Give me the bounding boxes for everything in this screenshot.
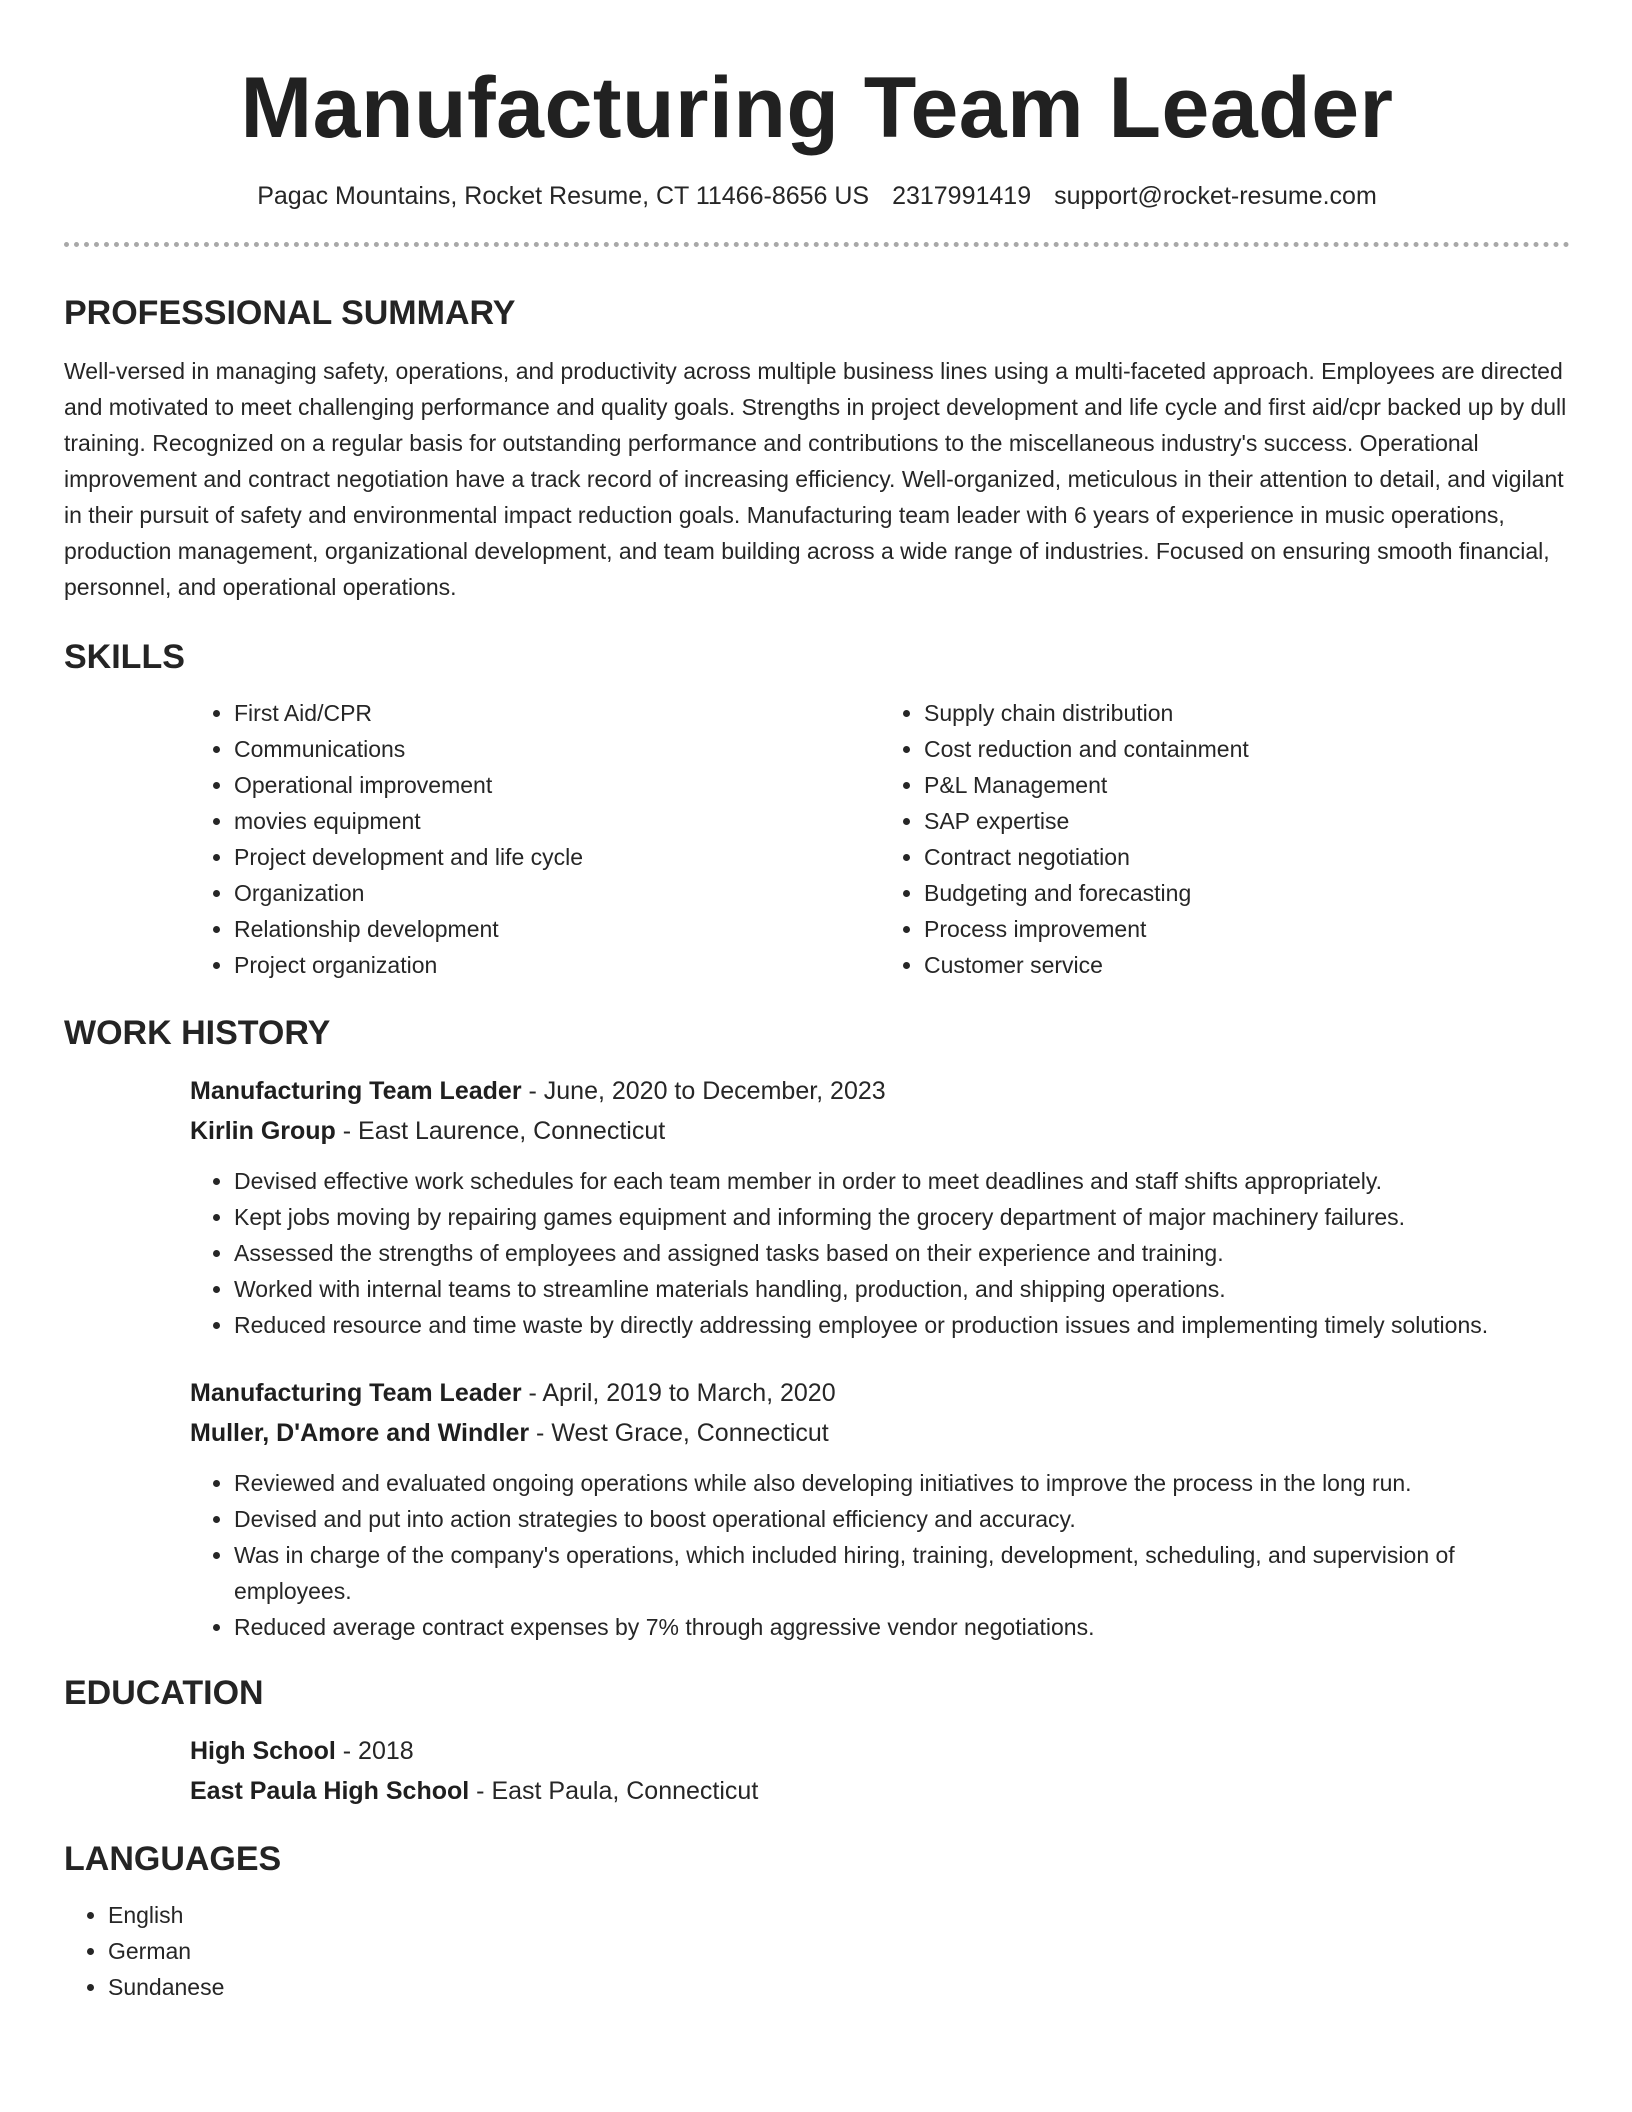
header-divider (64, 242, 1570, 247)
languages-section (64, 1837, 1570, 2005)
job-title-line (190, 1071, 1570, 1111)
education-school: East Paula High School (190, 1777, 470, 1805)
education-degree: High School (190, 1737, 336, 1765)
education-location: - East Paula, Connecticut (469, 1777, 759, 1805)
summary-heading: PROFESSIONAL SUMMARY (64, 294, 516, 332)
skill-item: • P&L Management (924, 767, 1570, 803)
skill-item: • Organization (234, 875, 880, 911)
skill-item: • Budgeting and forecasting (924, 875, 1570, 911)
skills-grid (190, 695, 1570, 983)
job-duty: • Worked with internal teams to streamline materials handling, production, and shipping operations. (234, 1271, 1570, 1307)
job-duty: • Devised and put into action strategies to boost operational efficiency and accuracy. (234, 1501, 1570, 1537)
languages-list (64, 1897, 1570, 2005)
education-school-line (190, 1771, 1570, 1811)
contact-email[interactable]: support@rocket-resume.com (1054, 182, 1377, 210)
skills-section (64, 635, 1570, 983)
skill-item: • Communications (234, 731, 880, 767)
job-duty: • Devised effective work schedules for each team member in order to meet deadlines and staff shifts appropriately. (234, 1163, 1570, 1199)
job-duty: • Reviewed and evaluated ongoing operations while also developing initiatives to improve the process in the long run. (234, 1465, 1570, 1501)
skills-heading: SKILLS (64, 638, 185, 676)
summary-section (64, 291, 1570, 605)
job-title-line (190, 1373, 1570, 1413)
skills-list-right (880, 695, 1570, 983)
skills-list-left (190, 695, 880, 983)
candidate-name: Manufacturing Team Leader (240, 60, 1394, 156)
education-degree-line (190, 1731, 1570, 1771)
job-entry (190, 1373, 1570, 1645)
job-company-line (190, 1413, 1570, 1453)
languages-heading: LANGUAGES (64, 1840, 282, 1878)
job-position: Manufacturing Team Leader (190, 1077, 522, 1105)
summary-text: Well-versed in managing safety, operations, and productivity across multiple business lines using a multi-faceted approach. Employees are directed and motivated to meet challenging performance and quality goals. Strengths in project development and life cycle and first aid/cpr backed up by dull training. Recognized on a regular basis for outstanding performance and contributions to the miscellaneous industry's success. Operational improvement and contract negotiation have a track record of increasing efficiency. Well-organized, meticulous in their attention to detail, and vigilant in their pursuit of safety and environmental impact reduction goals. Manufacturing team leader with 6 years of experience in music operations, production management, organizational development, and team building across a wide range of industries. Focused on ensuring smooth financial, personnel, and operational operations. (64, 358, 1567, 600)
job-duty: • Kept jobs moving by repairing games equipment and informing the grocery department of major machinery failures. (234, 1199, 1570, 1235)
language-item: • Sundanese (108, 1969, 1570, 2005)
job-company: Kirlin Group (190, 1117, 336, 1145)
job-dates: - April, 2019 to March, 2020 (521, 1379, 836, 1407)
job-duty: • Reduced average contract expenses by 7% through aggressive vendor negotiations. (234, 1609, 1570, 1645)
skill-item: • Project organization (234, 947, 880, 983)
contact-address: Pagac Mountains, Rocket Resume, CT 11466-8656 US (257, 182, 870, 210)
job-duty: • Assessed the strengths of employees and assigned tasks based on their experience and training. (234, 1235, 1570, 1271)
skill-item: • Operational improvement (234, 767, 880, 803)
job-duties-list (190, 1163, 1570, 1343)
job-position: Manufacturing Team Leader (190, 1379, 522, 1407)
resume-page (64, 0, 1570, 2005)
education-entry (190, 1731, 1570, 1811)
education-heading: EDUCATION (64, 1674, 264, 1712)
skill-item: • Contract negotiation (924, 839, 1570, 875)
work-history-heading: WORK HISTORY (64, 1014, 331, 1052)
job-duties-list (190, 1465, 1570, 1645)
work-history-section (64, 1011, 1570, 1645)
language-item: • German (108, 1933, 1570, 1969)
skill-item: • movies equipment (234, 803, 880, 839)
job-entry (190, 1071, 1570, 1343)
education-year: - 2018 (335, 1737, 414, 1765)
job-company-line (190, 1111, 1570, 1151)
skill-item: • Customer service (924, 947, 1570, 983)
job-company: Muller, D'Amore and Windler (190, 1419, 530, 1447)
job-location: - West Grace, Connecticut (529, 1419, 829, 1447)
skill-item: • SAP expertise (924, 803, 1570, 839)
skill-item: • Project development and life cycle (234, 839, 880, 875)
job-dates: - June, 2020 to December, 2023 (521, 1077, 886, 1105)
education-section (64, 1671, 1570, 1811)
skill-item: • Relationship development (234, 911, 880, 947)
skill-item: • Process improvement (924, 911, 1570, 947)
job-location: - East Laurence, Connecticut (335, 1117, 666, 1145)
language-item: • English (108, 1897, 1570, 1933)
job-duty: • Was in charge of the company's operations, which included hiring, training, development, scheduling, and supervision of employees. (234, 1537, 1570, 1609)
contact-phone: 2317991419 (892, 182, 1032, 210)
skill-item: • Cost reduction and containment (924, 731, 1570, 767)
contact-line (64, 180, 1570, 212)
skill-item: • First Aid/CPR (234, 695, 880, 731)
job-duty: • Reduced resource and time waste by directly addressing employee or production issues and implementing timely solutions. (234, 1307, 1570, 1343)
skill-item: • Supply chain distribution (924, 695, 1570, 731)
